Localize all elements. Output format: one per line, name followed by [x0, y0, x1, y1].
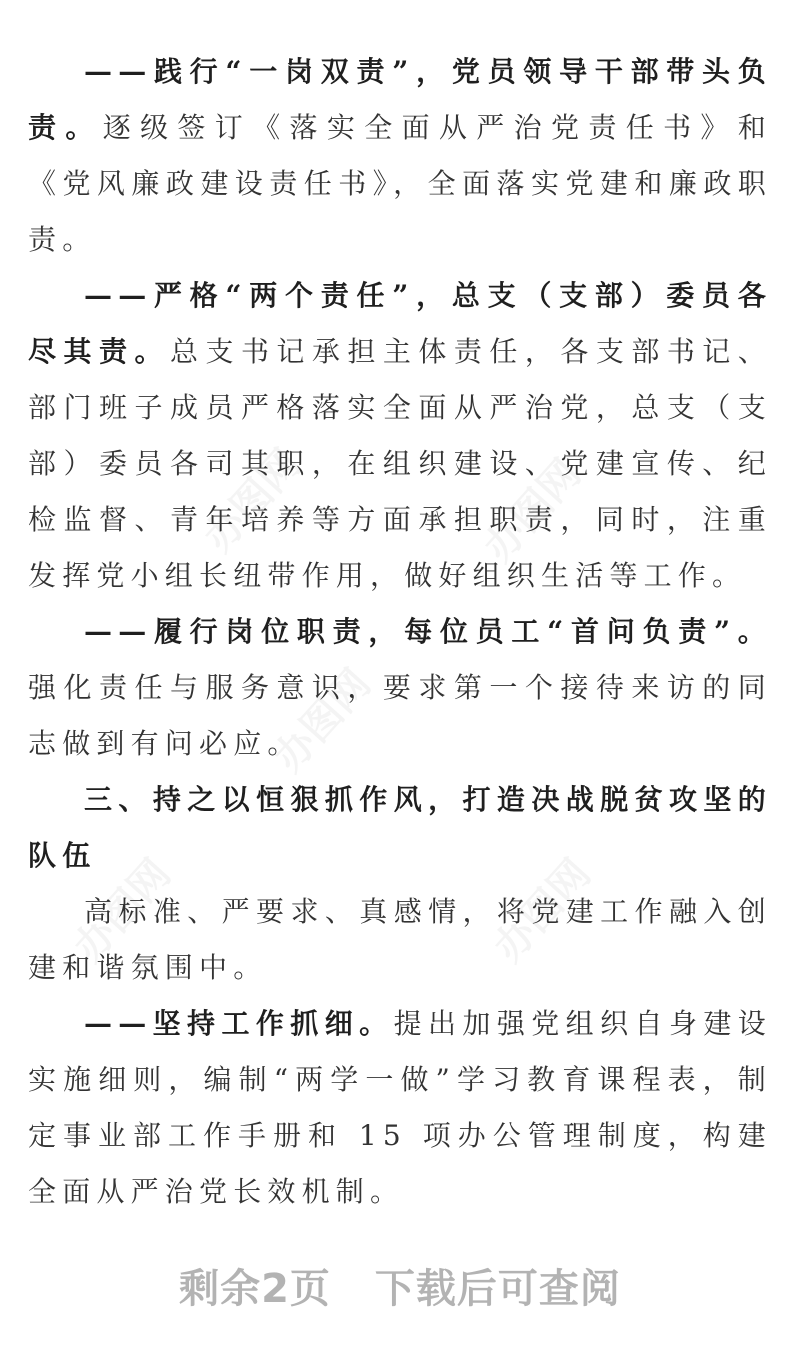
paragraph-3 — [28, 604, 772, 772]
section-heading-text: 三、持之以恒狠抓作风，打造决战脱贫攻坚的队伍 — [28, 783, 772, 872]
paragraph-5-text: 高标准、严要求、真感情，将党建工作融入创建和谐氛围中。 — [28, 895, 772, 984]
download-to-view-label: 下载后可查阅 — [374, 1266, 621, 1312]
section-heading — [28, 772, 772, 884]
paragraph-2 — [28, 268, 772, 604]
paragraph-6-lead: ——坚持工作抓细。 — [84, 1007, 394, 1040]
paragraph-1-lead: ——践行“一岗双责”，党员领导干部带头负责。 — [28, 55, 772, 144]
paragraph-1-text: 逐级签订《落实全面从严治党责任书》和《党风廉政建设责任书》，全面落实党建和廉政职责。 — [28, 111, 772, 256]
paragraph-3-text: 强化责任与服务意识，要求第一个接待来访的同志做到有问必应。 — [28, 671, 772, 760]
paragraph-5 — [28, 884, 772, 996]
paragraph-6 — [28, 996, 772, 1220]
remaining-pages-label: 剩余2页 — [179, 1266, 331, 1312]
paragraph-3-lead: ——履行岗位职责，每位员工“首问负责”。 — [84, 615, 772, 648]
paragraph-2-text: 总支书记承担主体责任，各支部书记、部门班子成员严格落实全面从严治党，总支（支部）委员各司其职，在组织建设、党建宣传、纪检监督、青年培养等方面承担职责，同时，注重发挥党小组长纽带作用，做好组织生活等工作。 — [28, 335, 772, 592]
paragraph-6-text: 提出加强党组织自身建设实施细则，编制“两学一做”学习教育课程表，制定事业部工作手册和 15 项办公管理制度，构建全面从严治党长效机制。 — [28, 1007, 772, 1208]
paragraph-2-lead: ——严格“两个责任”，总支（支部）委员各尽其责。 — [28, 279, 772, 368]
paragraph-1 — [28, 44, 772, 268]
document-body — [28, 44, 772, 1220]
download-prompt[interactable] — [0, 1257, 800, 1314]
